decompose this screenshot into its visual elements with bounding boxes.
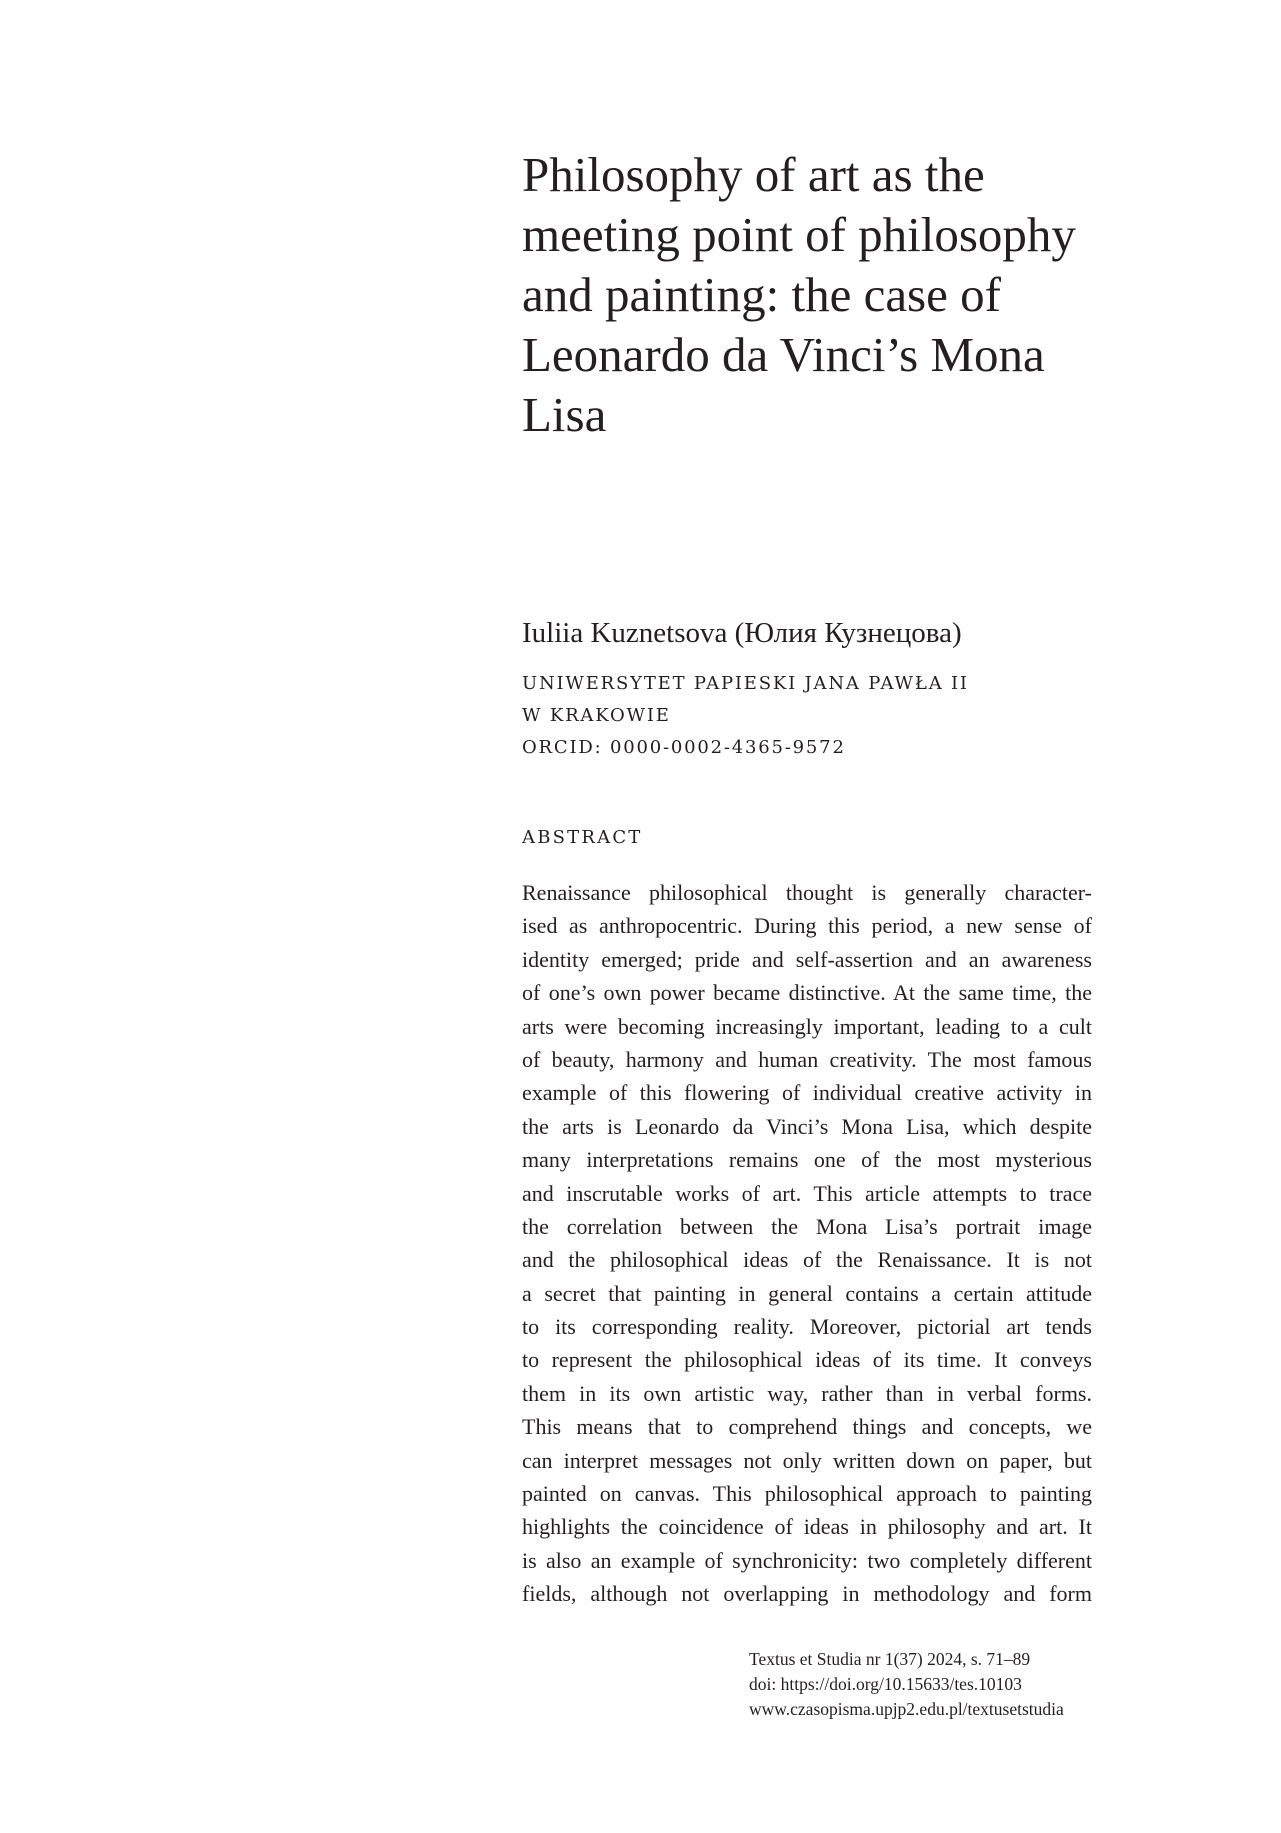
abstract-line: and the philosophical ideas of the Renaissance. It is not xyxy=(522,1247,1092,1273)
abstract-line: to represent the philosophical ideas of its time. It conveys xyxy=(522,1347,1092,1373)
article-title-line: Lisa xyxy=(522,387,607,442)
affiliation-line: W KRAKOWIE xyxy=(522,705,671,726)
abstract-line: the correlation between the Mona Lisa’s portrait image xyxy=(522,1213,1092,1239)
abstract-line: to its corresponding reality. Moreover, pictorial art tends xyxy=(522,1314,1092,1340)
article-title xyxy=(522,145,1082,445)
abstract-line: painted on canvas. This philosophical approach to painting xyxy=(522,1481,1092,1507)
abstract-line: Renaissance philosophical thought is generally character- xyxy=(522,880,1092,905)
abstract-line: fields, although not overlapping in methodology and form xyxy=(522,1581,1092,1607)
journal-website-link[interactable]: www.czasopisma.upjp2.edu.pl/textusetstudia xyxy=(749,1699,1064,1719)
citation-line: Textus et Studia nr 1(37) 2024, s. 71–89 xyxy=(749,1649,1031,1669)
abstract-line: a secret that painting in general contains a certain attitude xyxy=(522,1280,1092,1306)
abstract-line: highlights the coincidence of ideas in philosophy and art. It xyxy=(522,1514,1092,1540)
abstract-line: the arts is Leonardo da Vinci’s Mona Lisa, which despite xyxy=(522,1113,1092,1139)
article-title-line: and painting: the case of xyxy=(522,267,1001,322)
abstract-line: is also an example of synchronicity: two completely different xyxy=(522,1547,1092,1573)
abstract-line: This means that to comprehend things and concepts, we xyxy=(522,1414,1092,1440)
author-name: Iuliia Kuznetsova (Юлия Кузнецова) xyxy=(522,617,962,649)
abstract-body xyxy=(522,876,1092,1611)
abstract-line: of one’s own power became distinctive. At the same time, the xyxy=(522,980,1092,1006)
affiliation-line: UNIWERSYTET PAPIESKI JANA PAWŁA II xyxy=(522,673,969,694)
article-title-line: Leonardo da Vinci’s Mona xyxy=(522,327,1045,382)
abstract-line: arts were becoming increasingly important, leading to a cult xyxy=(522,1013,1092,1039)
abstract-line: identity emerged; pride and self-assertion and an awareness xyxy=(522,946,1092,972)
orcid-line: ORCID: 0000-0002-4365-9572 xyxy=(522,737,846,758)
author-affiliation xyxy=(522,668,969,764)
abstract-line: can interpret messages not only written down on paper, but xyxy=(522,1447,1092,1473)
article-title-line: Philosophy of art as the xyxy=(522,147,985,202)
journal-citation xyxy=(749,1647,1064,1722)
doi-link[interactable]: doi: https://doi.org/10.15633/tes.10103 xyxy=(749,1674,1022,1694)
abstract-line: of beauty, harmony and human creativity. The most famous xyxy=(522,1046,1092,1072)
abstract-line: many interpretations remains one of the most mysterious xyxy=(522,1147,1092,1173)
abstract-line: ised as anthropocentric. During this period, a new sense of xyxy=(522,913,1092,939)
abstract-line: them in its own artistic way, rather than in verbal forms. xyxy=(522,1380,1092,1406)
abstract-line: and inscrutable works of art. This article attempts to trace xyxy=(522,1180,1092,1206)
article-title-line: meeting point of philosophy xyxy=(522,207,1076,262)
abstract-heading: ABSTRACT xyxy=(522,827,643,848)
abstract-line: example of this flowering of individual creative activity in xyxy=(522,1080,1092,1106)
